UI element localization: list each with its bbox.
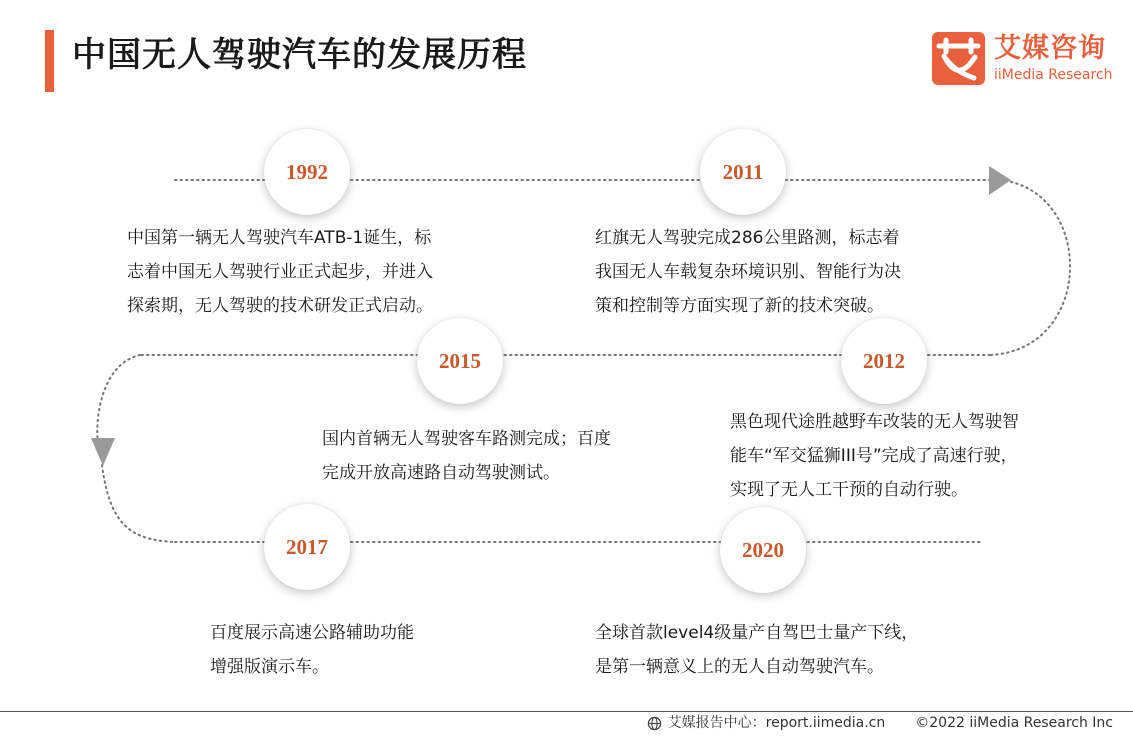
event-line: 百度展示高速公路辅助功能 [210, 623, 414, 643]
page-title: 中国无人驾驶汽车的发展历程 [72, 35, 527, 75]
event-text-2011 [595, 221, 901, 323]
event-line: 探索期，无人驾驶的技术研发正式启动。 [127, 296, 433, 316]
footer-source: 艾媒报告中心：report.iimedia.cn [667, 715, 886, 731]
arrow-right-icon [989, 166, 1011, 195]
event-text-2015 [322, 422, 611, 490]
event-line: 红旗无人驾驶完成286公里路测，标志着 [595, 228, 900, 248]
event-line: 是第一辆意义上的无人自动驾驶汽车。 [595, 657, 884, 677]
event-line: 完成开放高速路自动驾驶测试。 [322, 463, 560, 483]
event-text-2020 [595, 616, 918, 684]
event-line: 全球首款level4级量产自驾巴士量产下线， [595, 623, 919, 643]
event-text-2012 [730, 405, 1019, 507]
event-line: 实现了无人工干预的自动行驶。 [730, 480, 968, 500]
event-line: 增强版演示车。 [210, 657, 329, 677]
event-text-1992 [127, 221, 433, 323]
footer-copyright: ©2022 iiMedia Research Inc [915, 715, 1113, 731]
year-node-2015: 2015 [417, 318, 503, 404]
footer [647, 713, 1113, 733]
event-line: 国内首辆无人驾驶客车路测完成；百度 [322, 429, 611, 449]
year-node-1992: 1992 [264, 129, 350, 215]
logo-chinese-name: 艾媒咨询 [994, 33, 1106, 64]
footer-divider [0, 711, 1133, 712]
arrow-down-icon [91, 438, 115, 466]
year-node-2011: 2011 [700, 129, 786, 215]
event-line: 中国第一辆无人驾驶汽车ATB-1诞生，标 [127, 228, 432, 248]
event-line: 我国无人车载复杂环境识别、智能行为决 [595, 262, 901, 282]
year-node-2012: 2012 [841, 318, 927, 404]
event-line: 志着中国无人驾驶行业正式起步，并进入 [127, 262, 433, 282]
event-line: 黑色现代途胜越野车改装的无人驾驶智 [730, 412, 1019, 432]
year-node-2017: 2017 [264, 504, 350, 590]
event-line: 能车“军交猛狮III号”完成了高速行驶， [730, 446, 1018, 466]
year-node-2020: 2020 [720, 507, 806, 593]
globe-icon [647, 716, 662, 731]
event-text-2017 [210, 616, 414, 684]
event-line: 策和控制等方面实现了新的技术突破。 [595, 296, 884, 316]
logo-english-name: iiMedia Research [994, 67, 1113, 83]
